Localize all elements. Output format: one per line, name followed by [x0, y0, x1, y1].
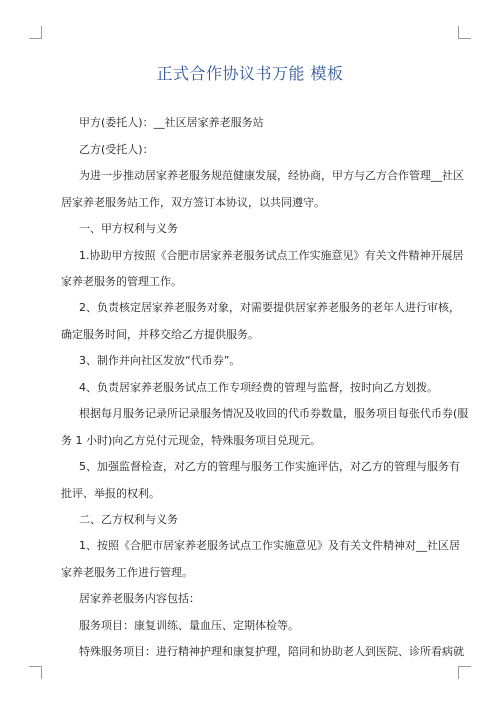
payment-paragraph-line-2: 务 1 小时)向乙方兑付元现金，特殊服务项目兑现元。: [61, 434, 322, 447]
intro-paragraph-line-1: 为进一步推动居家养老服务规范健康发展，经协商，甲方与乙方合作管理__社区: [79, 169, 464, 182]
section-heading-party-b: 二、乙方权利与义务: [79, 513, 178, 526]
intro-paragraph-line-2: 居家养老服务站工作，双方签订本协议，以共同遵守。: [61, 196, 325, 209]
section-heading-party-a: 一、甲方权利与义务: [79, 222, 178, 235]
service-items-line: 服务项目：康复训练、量血压、定期体检等。: [79, 619, 299, 632]
clause-a5-line-1: 5、加强监督检查，对乙方的管理与服务工作实施评估，对乙方的管理与服务有: [79, 460, 460, 473]
clause-a2-line-1: 2、负责核定居家养老服务对象，对需要提供居家养老服务的老年人进行审核，: [79, 301, 460, 314]
service-content-heading: 居家养老服务内容包括：: [79, 592, 200, 605]
clause-b1-line-1: 1、按照《合肥市居家养老服务试点工作实施意见》及有关文件精神对__社区居: [79, 539, 460, 552]
clause-a5-line-2: 批评、举报的权利。: [61, 487, 160, 500]
document-title: 正式合作协议书万能 模板: [156, 64, 344, 83]
special-service-items-line: 特殊服务项目：进行精神护理和康复护理，陪同和协助老人到医院、诊所看病就: [79, 645, 464, 658]
party-b-line: 乙方(受托人)：: [79, 143, 154, 156]
clause-b1-line-2: 家养老服务工作进行管理。: [61, 566, 193, 579]
crop-mark-top-right: [458, 26, 471, 39]
clause-a3-line: 3、制作并向社区发放“代币券”。: [79, 354, 241, 367]
clause-a1-line-1: 1.协助甲方按照《合肥市居家养老服务试点工作实施意见》有关文件精神开展居: [79, 249, 464, 262]
clause-a4-line: 4、负责居家养老服务试点工作专项经费的管理与监督，按时向乙方划拨。: [79, 381, 438, 394]
crop-mark-bottom-right: [458, 666, 471, 679]
clause-a1-line-2: 家养老服务的管理工作。: [61, 275, 182, 288]
payment-paragraph-line-1: 根据每月服务记录所记录服务情况及收回的代币券数量，服务项目每张代币券(服: [79, 407, 469, 420]
crop-mark-top-left: [29, 26, 42, 39]
clause-a2-line-2: 确定服务时间，并移交给乙方提供服务。: [61, 328, 259, 341]
crop-mark-bottom-left: [29, 666, 42, 679]
party-a-line: 甲方(委托人)：__社区居家养老服务站: [79, 116, 264, 129]
